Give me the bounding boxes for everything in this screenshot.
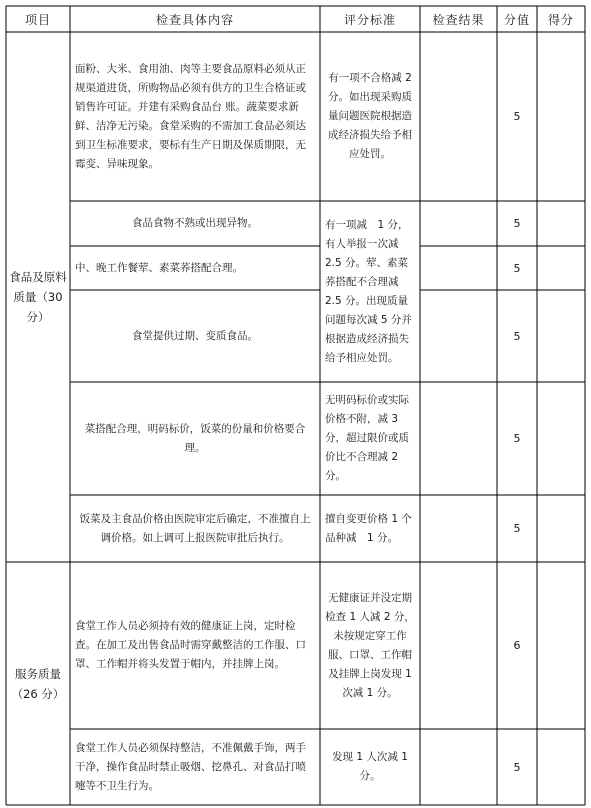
score-row-4: 5 — [513, 329, 521, 343]
content-row-2: 食品食物不熟或出现异物。 — [132, 217, 258, 229]
standard-row-7: 无健康证并没定期检查 1 人减 2 分，未按规定穿工作服、口罩、工作帽及挂牌上岗发现 1 次减 1 分。 — [325, 591, 415, 699]
header-content: 检查具体内容 — [155, 12, 234, 27]
got-cell-2[interactable] — [537, 201, 585, 246]
result-cell-3[interactable] — [420, 246, 497, 290]
category-service-quality: 服务质量（26 分） — [11, 666, 65, 701]
score-row-3: 5 — [513, 261, 521, 275]
result-cell-8[interactable] — [420, 729, 497, 805]
standard-row-6: 擅自变更价格 1 个品种减 1 分。 — [325, 512, 412, 544]
header-score: 分值 — [503, 12, 530, 27]
header-item: 项目 — [24, 12, 51, 27]
score-row-6: 5 — [513, 522, 521, 535]
result-cell-2[interactable] — [420, 201, 497, 246]
result-cell-1[interactable] — [420, 32, 497, 201]
score-row-2: 5 — [513, 217, 521, 230]
result-cell-4[interactable] — [420, 290, 497, 382]
content-row-7: 食堂工作人员必须持有效的健康证上岗，定时检查。在加工及出售食品时需穿戴整洁的工作服、口罩、工作帽并将头发置于帽内，并挂牌上岗。 — [75, 620, 306, 670]
score-row-1: 5 — [513, 110, 521, 123]
content-row-8: 食堂工作人员必须保持整洁，不准佩戴手饰，两手干净，操作食品时禁止吸烟、挖鼻孔、对食品打喷嚏等不卫生行为。 — [75, 741, 306, 792]
score-row-7: 6 — [513, 639, 521, 652]
content-row-1: 面粉、大米、食用油、肉等主要食品原料必须从正规渠道进货，所购物品必须有供方的卫生合格证或 销售许可证。并建有采购食品台 账。蔬菜要求新鲜、洁净无污染。食堂采购的不需加工食品必须达 到卫生标准要求，要标有生产日期及保质期限，无霉变、异味现象。 — [75, 62, 306, 170]
content-row-5: 菜搭配合理，明码标价，饭菜的份量和价格要合理。 — [84, 422, 306, 454]
got-cell-7[interactable] — [537, 562, 585, 729]
got-cell-3[interactable] — [537, 246, 585, 290]
content-row-6: 饭菜及主食品价格由医院审定后确定，不准擅自上调价格。如上调可上报医院审批后执行。 — [79, 512, 311, 544]
got-cell-6[interactable] — [537, 495, 585, 562]
content-row-4: 食堂提供过期、变质食品。 — [132, 329, 258, 342]
result-cell-6[interactable] — [420, 495, 497, 562]
got-cell-4[interactable] — [537, 290, 585, 382]
standard-row-1: 有一项不合格减 2 分。如出现采购质量问题医院根据造成经济损失给予相应处罚。 — [328, 72, 412, 160]
header-got: 得分 — [547, 12, 574, 27]
result-cell-5[interactable] — [420, 382, 497, 495]
standard-row-8: 发现 1 人次减 1 分。 — [332, 751, 408, 782]
score-row-8: 5 — [513, 760, 521, 774]
result-cell-7[interactable] — [420, 562, 497, 729]
content-row-3: 中、晚工作餐荤、素菜荞搭配合理。 — [75, 261, 243, 274]
header-standard: 评分标准 — [343, 12, 396, 27]
score-row-5: 5 — [513, 432, 521, 445]
got-cell-8[interactable] — [537, 729, 585, 805]
got-cell-1[interactable] — [537, 32, 585, 201]
standard-rows-2-4: 有一项减 1 分，有人举报一次减 2.5 分。荤、素菜荞搭配不合理减 2.5 分。出现质量问题每次减 5 分并根据造成经济损失给予相应处罚。 — [325, 218, 412, 364]
standard-row-5: 无明码标价或实际 价格不附，减 3 分，超过限价或质价比不合理减 2 分。 — [325, 394, 420, 482]
category-food-quality: 食品及原料质量（30 分） — [9, 270, 67, 324]
got-cell-5[interactable] — [537, 382, 585, 495]
header-result: 检查结果 — [432, 12, 485, 27]
